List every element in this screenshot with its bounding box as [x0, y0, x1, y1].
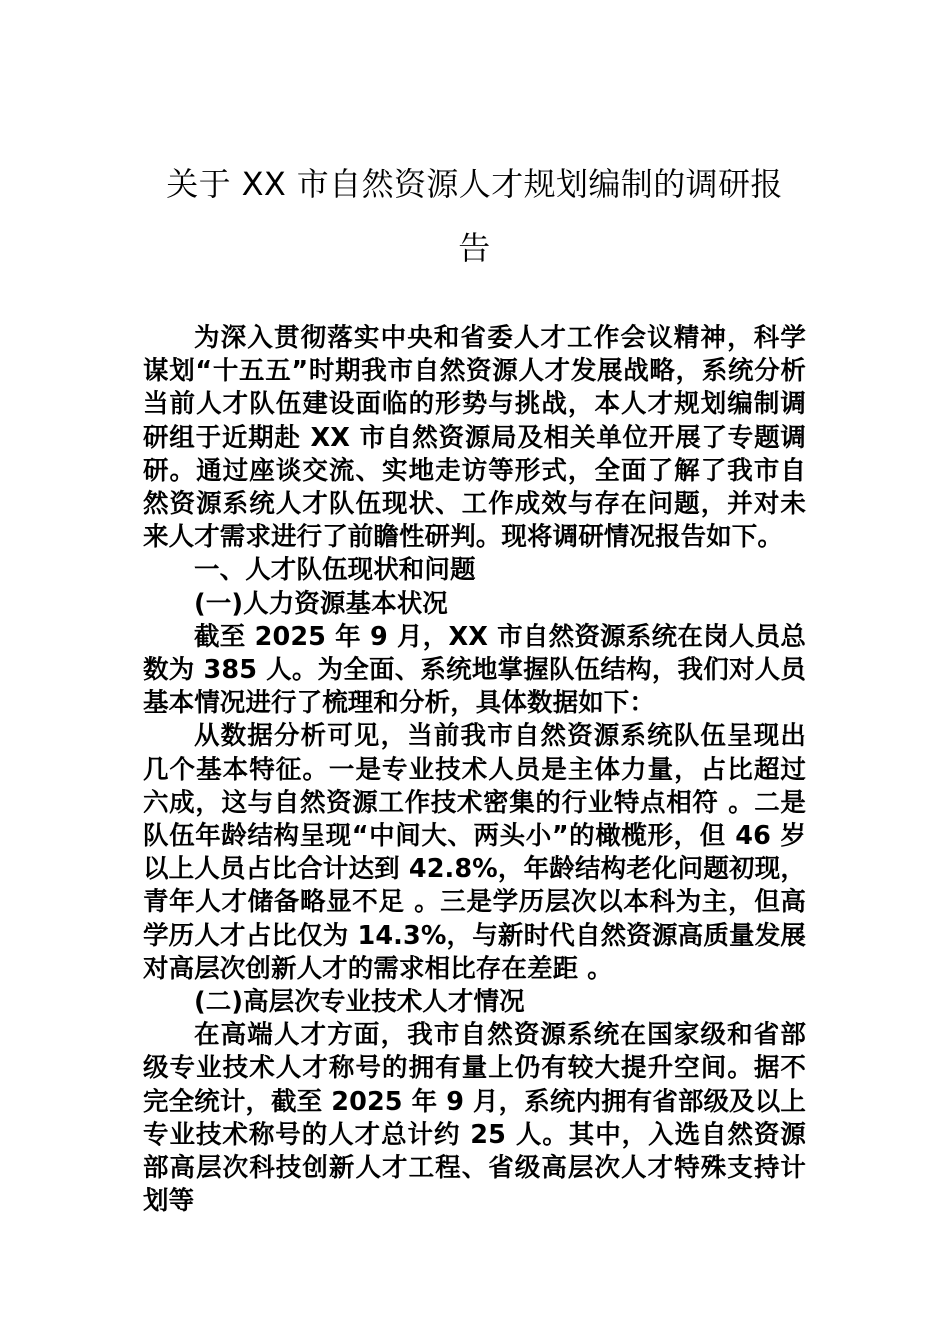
data-analysis-paragraph: 从数据分析可见，当前我市自然资源系统队伍呈现出几个基本特征。一是专业技术人员是主体力量，占比超过六成，这与自然资源工作技术密集的行业特点相符 。二是队伍年龄结构呈现“中间大、两头小”的橄榄形，但 46 岁以上人员占比合计达到 42.8%，年龄结构老化问题初现，青年人才储备略显不足 。三是学历层次以本科为主，但高学历人才占比仅为 14.3%，与新时代自然资源高质量发展对高层次创新人才的需求相比存在差距 。	[143, 721, 806, 984]
subsection-heading-1-1: (一)人力资源基本状况	[194, 588, 448, 619]
document-body	[143, 322, 806, 1218]
intro-paragraph: 为深入贯彻落实中央和省委人才工作会议精神，科学谋划“十五五”时期我市自然资源人才发展战略，系统分析当前人才队伍建设面临的形势与挑战，本人才规划编制调研组于近期赴 XX 市自然资源局及相关单位开展了专题调研。通过座谈交流、实地走访等形式，全面了解了我市自然资源系统人才队伍现状、工作成效与存在问题，并对未来人才需求进行了前瞻性研判。现将调研情况报告如下。	[143, 323, 806, 553]
high-level-talent-paragraph: 在高端人才方面，我市自然资源系统在国家级和省部级专业技术人才称号的拥有量上仍有较大提升空间。据不完全统计，截至 2025 年 9 月，系统内拥有省部级及以上专业技术称号的人才总计约 25 人。其中，入选自然资源部高层次科技创新人才工程、省级高层次人才特殊支持计划等	[143, 1020, 806, 1217]
hr-overview-paragraph: 截至 2025 年 9 月，XX 市自然资源系统在岗人员总数为 385 人。为全面、系统地掌握队伍结构，我们对人员基本情况进行了梳理和分析，具体数据如下：	[143, 621, 806, 719]
page-title	[143, 152, 806, 280]
subsection-heading-1-2: (二)高层次专业技术人才情况	[194, 987, 525, 1018]
page-title-line-1: 关于 XX 市自然资源人才规划编制的调研报	[166, 165, 783, 203]
section-heading-1: 一、人才队伍现状和问题	[194, 555, 476, 586]
page-title-line-2: 告	[458, 229, 491, 267]
